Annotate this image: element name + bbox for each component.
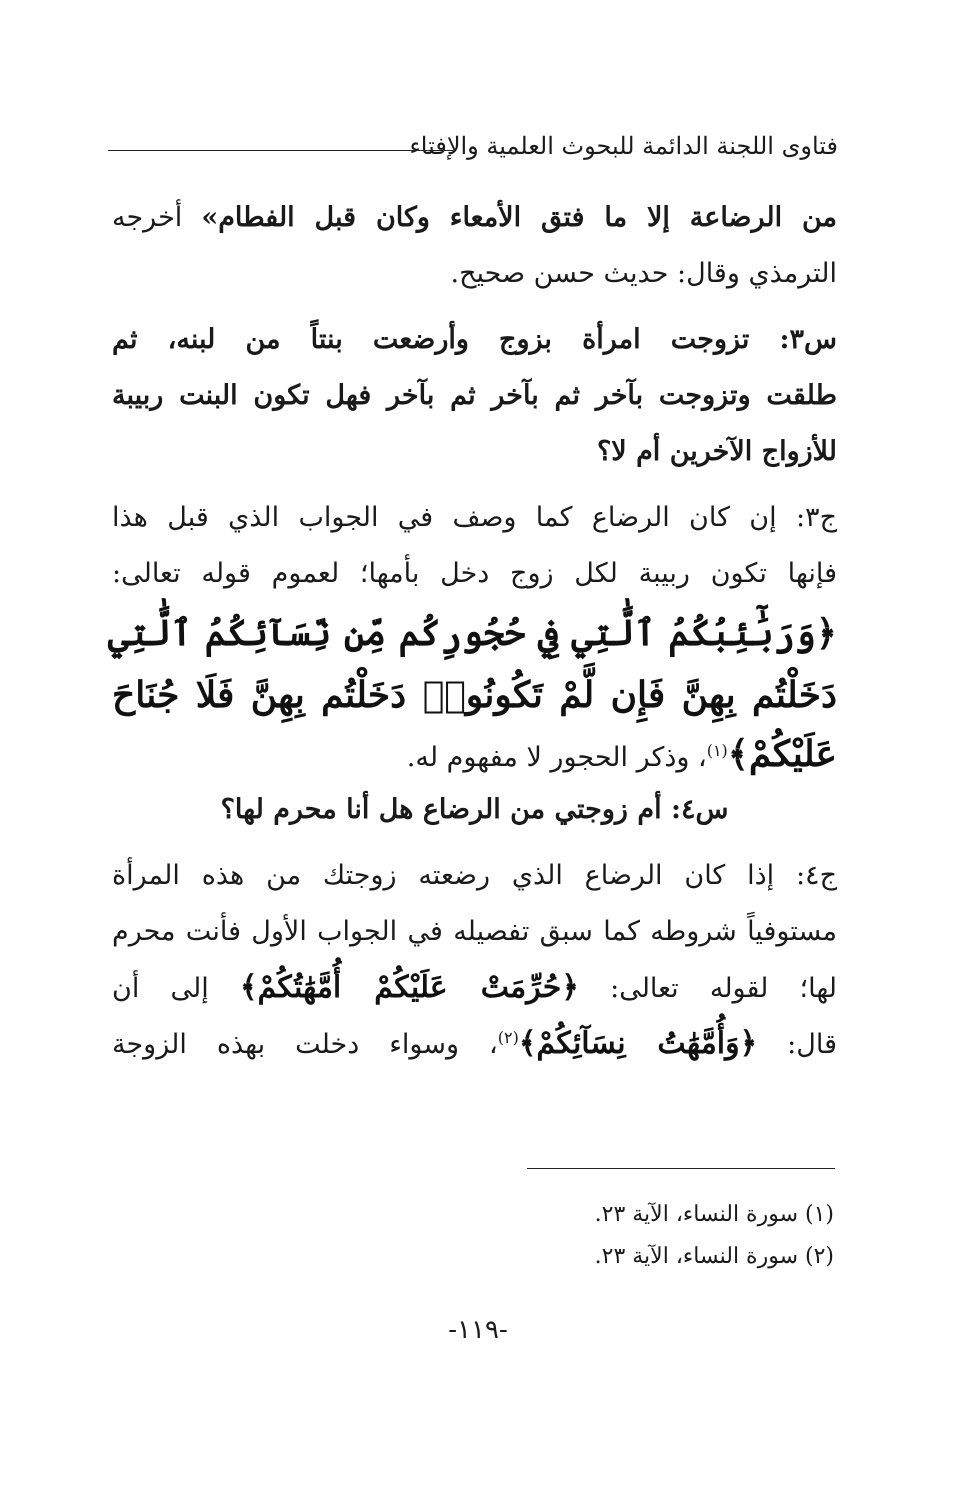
answer-4-text: قال: <box>757 1029 838 1060</box>
quran-verse-fragment: عَلَيْكُمْ﴾ <box>727 733 837 775</box>
quran-verse-line: دَخَلْتُم بِهِنَّ فَإِن لَّمْ تَكُونُوا۟ دَخَلْتُم بِهِنَّ فَلَا جُنَاحَ <box>112 674 837 716</box>
running-header <box>108 128 838 168</box>
question-3-line: س٣: تزوجت امرأة بزوج وأرضعت بنتاً من لبنه، ثم <box>112 324 837 355</box>
quran-verse-line: ﴿وَرَبَٰٓئِبُكُمُ ٱلَّٰتِي فِي حُجُورِكُم مِّن نِّسَآئِكُمُ ٱلَّٰتِي <box>107 612 837 654</box>
question-4: س٤: أم زوجتي من الرضاع هل أنا محرم لها؟ <box>220 794 729 825</box>
answer-4-line: مستوفياً شروطه كما سبق تفصيله في الجواب الأول فأنت محرم <box>112 916 837 947</box>
quran-verse-fragment: ﴿حُرِّمَتْ عَلَيْكُمْ أُمَّهَٰتُكُمْ﴾ <box>239 970 579 1005</box>
body-line <box>112 190 837 246</box>
answer-4-text: لها؛ لقوله تعالى: <box>578 973 838 1004</box>
body-line: الترمذي وقال: حديث حسن صحيح. <box>450 258 837 289</box>
answer-3-line: ج٣: إن كان الرضاع كما وصف في الجواب الذي قبل هذا <box>112 502 837 533</box>
header-title: فتاوى اللجنة الدائمة للبحوث العلمية والإفتاء <box>409 132 838 160</box>
footnote-item: (٢) سورة النساء، الآية ٢٣. <box>594 1244 834 1269</box>
answer-3-line: فإنها تكون ربيبة لكل زوج دخل بأمها؛ لعموم قوله تعالى: <box>112 558 837 589</box>
question-3-line: للأزواج الآخرين أم لا؟ <box>596 436 837 467</box>
hadith-quote: من الرضاعة إلا ما فتق الأمعاء وكان قبل الفطام» <box>201 202 837 233</box>
quran-verse-fragment: ﴿وَأُمَّهَٰتُ نِسَآئِكُمْ﴾ <box>518 1026 758 1061</box>
answer-4-line: ج٤: إذا كان الرضاع الذي رضعته زوجتك من هذه المرأة <box>112 860 837 891</box>
answer-4-text: ، وسواء دخلت بهذه الزوجة <box>112 1029 498 1060</box>
question-3-line: طلقت وتزوجت بآخر ثم بآخر ثم بآخر فهل تكون البنت ربيبة <box>112 380 837 411</box>
answer-4-text: إلى أن <box>112 973 240 1004</box>
answer-3-tail: ، وذكر الحجور لا مفهوم له. <box>406 742 707 773</box>
footnote-ref[interactable]: (١) <box>706 741 728 760</box>
footnotes <box>595 1194 834 1278</box>
footnote-item: (١) سورة النساء، الآية ٢٣. <box>594 1202 834 1227</box>
footnote-ref[interactable]: (٢) <box>497 1028 519 1047</box>
answer-4-line <box>112 960 837 1016</box>
hadith-source: أخرجه <box>112 202 202 233</box>
header-rule <box>108 150 453 151</box>
footnote-rule <box>527 1168 835 1169</box>
page-number: -١١٩- <box>448 1315 508 1345</box>
page-body <box>107 190 838 1072</box>
answer-4-line <box>112 1016 837 1072</box>
answer-3-line <box>112 726 837 782</box>
